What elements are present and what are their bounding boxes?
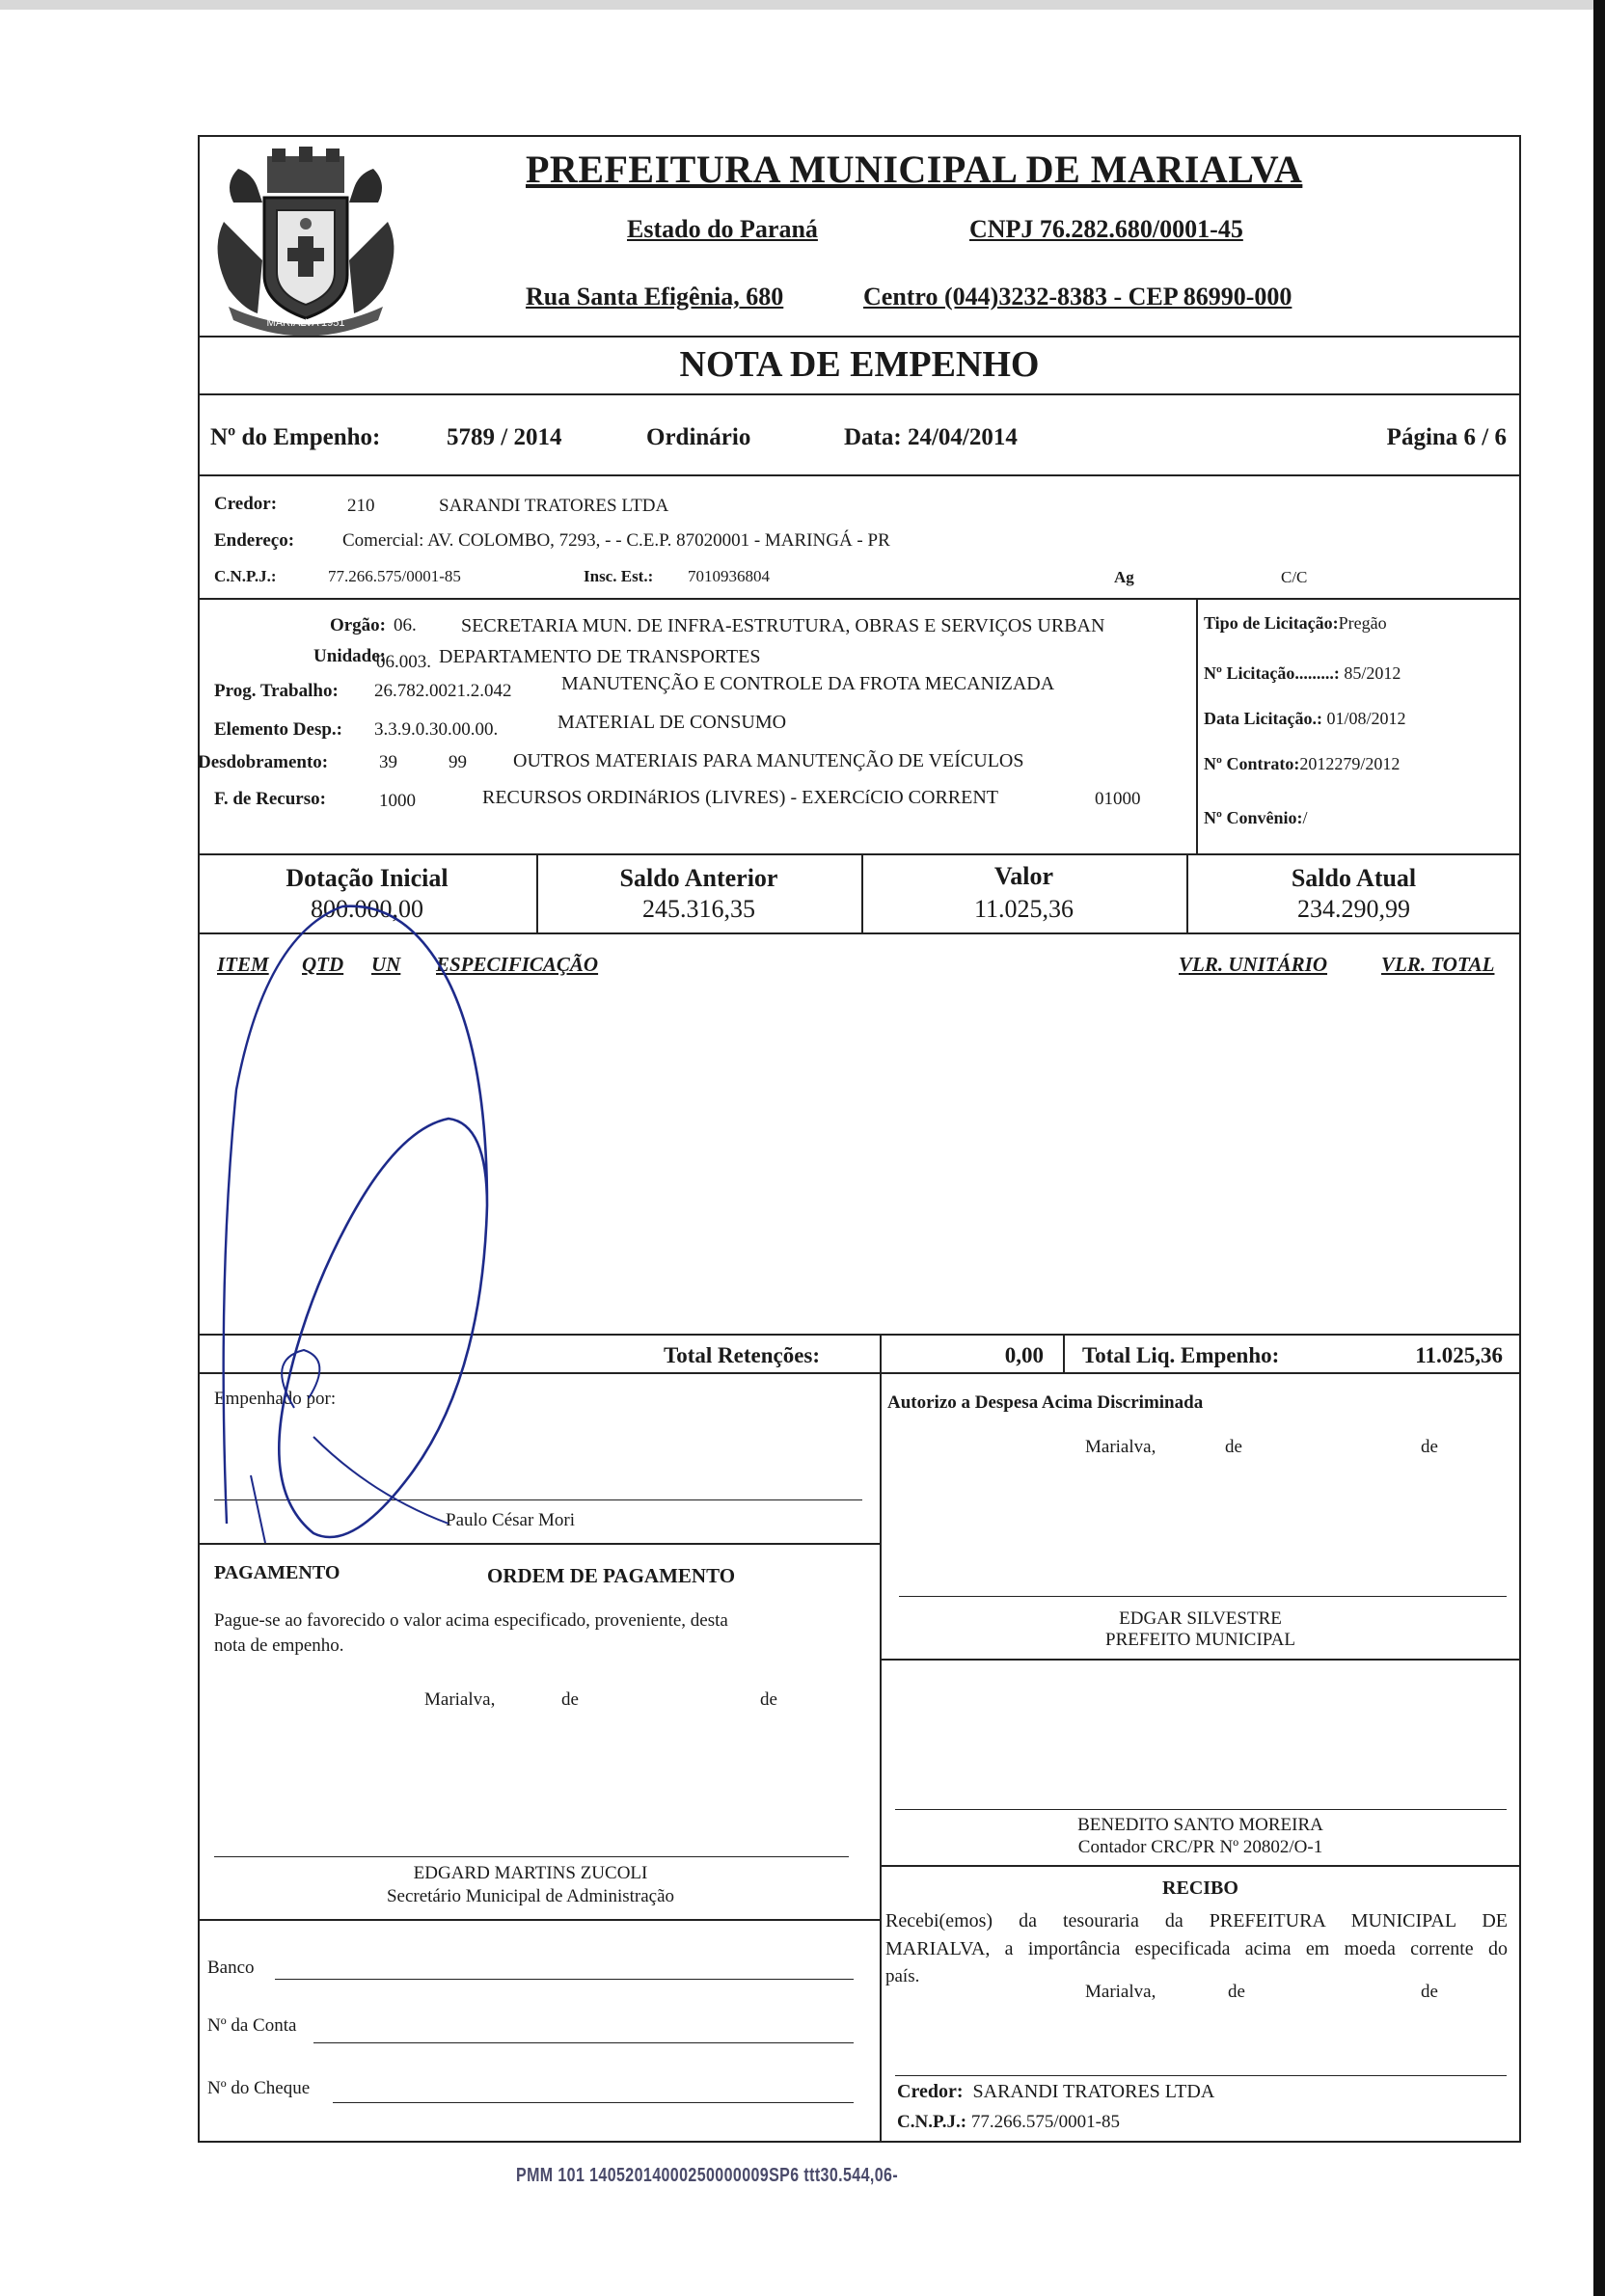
tipo-licitacao bbox=[1204, 613, 1387, 634]
total-retencoes-value: 0,00 bbox=[1004, 1343, 1044, 1367]
recibo-credor bbox=[897, 2081, 1214, 2103]
divider bbox=[880, 1372, 882, 2143]
orgao-label: Orgão: bbox=[329, 615, 386, 635]
divider bbox=[198, 336, 1521, 338]
numero-licitacao-value: 85/2012 bbox=[1344, 663, 1401, 683]
fonte-recurso-extra: 01000 bbox=[1095, 789, 1141, 809]
district-phone-cep: Centro (044)3232-8383 - CEP 86990-000 bbox=[863, 283, 1292, 311]
banco-line bbox=[275, 1979, 854, 1980]
empenho-type: Ordinário bbox=[646, 424, 751, 450]
prefeitura-title: PREFEITURA MUNICIPAL DE MARIALVA bbox=[526, 148, 1303, 191]
pagamento-label: PAGAMENTO bbox=[214, 1562, 340, 1583]
divider bbox=[880, 1865, 1521, 1867]
numero-convenio-label: Nº Convênio: bbox=[1204, 808, 1303, 827]
endereco-label: Endereço: bbox=[214, 530, 295, 551]
divider bbox=[198, 1919, 880, 1921]
street-address: Rua Santa Efigênia, 680 bbox=[526, 283, 784, 311]
contador-role: Contador CRC/PR Nº 20802/O-1 bbox=[1077, 1837, 1323, 1857]
divider bbox=[1063, 1334, 1065, 1372]
numero-contrato-label: Nº Contrato: bbox=[1204, 754, 1300, 773]
empenho-number: 5789 / 2014 bbox=[447, 424, 562, 450]
col-vlr-unitario: VLR. UNITÁRIO bbox=[1179, 953, 1328, 976]
divider bbox=[880, 1334, 882, 1372]
dotacao-inicial-value: 800.000,00 bbox=[311, 895, 423, 923]
prefeito-name: EDGAR SILVESTRE bbox=[1119, 1608, 1282, 1629]
elemento-desp-label: Elemento Desp.: bbox=[214, 719, 342, 740]
credor-cnpj: 77.266.575/0001-85 bbox=[328, 567, 461, 585]
tipo-licitacao-value: Pregão bbox=[1338, 613, 1387, 633]
recibo-signature-line bbox=[895, 2075, 1507, 2076]
secretario-signature-line bbox=[214, 1856, 849, 1857]
scan-right-edge bbox=[1593, 0, 1605, 2296]
secretario-name: EDGARD MARTINS ZUCOLI bbox=[413, 1863, 648, 1883]
credor-label: Credor: bbox=[214, 494, 278, 514]
scan-top-edge bbox=[0, 0, 1605, 10]
fonte-recurso-code: 1000 bbox=[379, 791, 416, 811]
page-number: Página 6 / 6 bbox=[1386, 424, 1507, 450]
numero-licitacao-label: Nº Licitação.........: bbox=[1204, 663, 1340, 683]
contador-signature-line bbox=[895, 1809, 1507, 1810]
prog-trabalho-name: MANUTENÇÃO E CONTROLE DA FROTA MECANIZADA bbox=[561, 673, 1055, 694]
saldo-atual-label: Saldo Atual bbox=[1291, 864, 1417, 892]
banco-label: Banco bbox=[207, 1958, 255, 1978]
autorizo-de-2: de bbox=[1421, 1437, 1438, 1457]
recibo-text-1: Recebi(emos) da tesouraria da PREFEITURA MUNICIPAL DE bbox=[885, 1910, 1508, 1931]
credor-code: 210 bbox=[347, 496, 375, 516]
numero-contrato-value: 2012279/2012 bbox=[1299, 754, 1401, 773]
recibo-de-2: de bbox=[1421, 1982, 1438, 2002]
pagamento-text-2: nota de empenho. bbox=[214, 1635, 344, 1656]
recibo-cnpj bbox=[897, 2112, 1120, 2133]
cheque-line bbox=[333, 2102, 854, 2103]
prefeito-signature-line bbox=[899, 1596, 1507, 1597]
autorizo-place: Marialva, bbox=[1085, 1437, 1156, 1457]
recibo-de-1: de bbox=[1228, 1982, 1245, 2002]
col-qtd: QTD bbox=[302, 953, 344, 976]
unidade-name: DEPARTAMENTO DE TRANSPORTES bbox=[439, 646, 761, 667]
cheque-label: Nº do Cheque bbox=[207, 2078, 311, 2098]
unidade-code: 06.003. bbox=[376, 652, 431, 672]
saldo-anterior-value: 245.316,35 bbox=[642, 895, 755, 923]
recibo-cnpj-value: 77.266.575/0001-85 bbox=[970, 2112, 1120, 2132]
credor-name: SARANDI TRATORES LTDA bbox=[439, 496, 669, 516]
recibo-text-2: MARIALVA, a importância especificada acima em moeda corrente do bbox=[885, 1938, 1508, 1959]
dotacao-inicial-label: Dotação Inicial bbox=[286, 864, 449, 892]
prefeito-role: PREFEITO MUNICIPAL bbox=[1105, 1630, 1295, 1650]
data-licitacao bbox=[1204, 709, 1405, 729]
divider bbox=[198, 853, 1521, 855]
document-title: NOTA DE EMPENHO bbox=[679, 344, 1040, 385]
total-retencoes-label: Total Retenções: bbox=[664, 1343, 821, 1367]
orgao-code: 06. bbox=[394, 615, 417, 635]
conta-label: Nº da Conta bbox=[207, 2015, 297, 2036]
recibo-cnpj-label: C.N.P.J.: bbox=[897, 2112, 967, 2132]
cnpj-label: CNPJ 76.282.680/0001-45 bbox=[969, 215, 1243, 243]
elemento-desp-code: 3.3.9.0.30.00.00. bbox=[374, 719, 499, 740]
numero-contrato bbox=[1204, 754, 1400, 774]
elemento-desp-name: MATERIAL DE CONSUMO bbox=[558, 712, 787, 733]
recibo-credor-value: SARANDI TRATORES LTDA bbox=[972, 2081, 1215, 2102]
numero-convenio bbox=[1204, 808, 1307, 828]
desdobramento-name: OUTROS MATERIAIS PARA MANUTENÇÃO DE VEÍCULOS bbox=[513, 750, 1024, 771]
numero-licitacao bbox=[1204, 663, 1401, 684]
desdobramento-code-1: 39 bbox=[379, 752, 397, 772]
unidade-label: Unidade: bbox=[313, 646, 386, 666]
valor-label: Valor bbox=[993, 862, 1054, 890]
svg-text:MARIALVA 1951: MARIALVA 1951 bbox=[266, 317, 345, 329]
contador-name: BENEDITO SANTO MOREIRA bbox=[1077, 1815, 1323, 1835]
fonte-recurso-label: F. de Recurso: bbox=[214, 789, 326, 809]
conta-line bbox=[313, 2042, 854, 2043]
autorizo-label: Autorizo a Despesa Acima Discriminada bbox=[887, 1392, 1204, 1413]
insc-est-value: 7010936804 bbox=[688, 567, 770, 585]
divider bbox=[1196, 598, 1198, 853]
divider bbox=[198, 393, 1521, 395]
recibo-title: RECIBO bbox=[1162, 1877, 1238, 1899]
cc-label: C/C bbox=[1281, 568, 1308, 586]
ordem-pagamento-title: ORDEM DE PAGAMENTO bbox=[487, 1564, 736, 1587]
credor-cnpj-label: C.N.P.J.: bbox=[214, 567, 277, 585]
numero-convenio-value: / bbox=[1302, 808, 1308, 827]
col-especificacao: ESPECIFICAÇÃO bbox=[436, 953, 599, 976]
valor-value: 11.025,36 bbox=[973, 895, 1075, 923]
recibo-place: Marialva, bbox=[1085, 1982, 1156, 2002]
recibo-text-3: país. bbox=[885, 1966, 920, 1986]
empenhado-por-label: Empenhado por: bbox=[214, 1389, 337, 1409]
saldo-anterior-label: Saldo Anterior bbox=[619, 864, 778, 892]
total-liq-label: Total Liq. Empenho: bbox=[1082, 1343, 1280, 1367]
prog-trabalho-label: Prog. Trabalho: bbox=[214, 681, 339, 701]
divider bbox=[880, 1659, 1521, 1661]
divider bbox=[198, 598, 1521, 600]
empenho-number-label: Nº do Empenho: bbox=[210, 424, 381, 450]
recibo-credor-label: Credor: bbox=[897, 2081, 964, 2102]
col-un: UN bbox=[371, 953, 401, 976]
orgao-name: SECRETARIA MUN. DE INFRA-ESTRUTURA, OBRAS E SERVIÇOS URBAN bbox=[461, 615, 1105, 636]
pagamento-text-1: Pague-se ao favorecido o valor acima especificado, proveniente, desta bbox=[214, 1610, 728, 1631]
total-liq-value: 11.025,36 bbox=[1415, 1343, 1503, 1367]
empenhado-signer: Paulo César Mori bbox=[446, 1510, 576, 1530]
pagamento-place: Marialva, bbox=[424, 1689, 496, 1710]
autorizo-de-1: de bbox=[1225, 1437, 1242, 1457]
insc-est-label: Insc. Est.: bbox=[584, 567, 654, 585]
pagamento-de-2: de bbox=[760, 1689, 777, 1710]
desdobramento-label: Desdobramento: bbox=[198, 752, 329, 772]
saldo-atual-value: 234.290,99 bbox=[1297, 895, 1410, 923]
municipal-coat-of-arms bbox=[204, 145, 407, 338]
footer-ocr-code: PMM 101 14052014000250000009SP6 ttt30.544,06- bbox=[516, 2165, 899, 2186]
divider bbox=[198, 474, 1521, 476]
pagamento-de-1: de bbox=[561, 1689, 579, 1710]
prog-trabalho-code: 26.782.0021.2.042 bbox=[374, 681, 512, 701]
empenho-date: Data: 24/04/2014 bbox=[844, 424, 1018, 450]
fonte-recurso-name: RECURSOS ORDINáRIOS (LIVRES) - EXERCíCIO CORRENT bbox=[482, 787, 999, 808]
data-licitacao-value: 01/08/2012 bbox=[1326, 709, 1406, 728]
col-vlr-total: VLR. TOTAL bbox=[1381, 953, 1495, 976]
endereco-value: Comercial: AV. COLOMBO, 7293, - - C.E.P. 87020001 - MARINGÁ - PR bbox=[342, 530, 890, 551]
handwritten-signature bbox=[207, 897, 661, 1572]
ag-label: Ag bbox=[1114, 568, 1134, 586]
data-licitacao-label: Data Licitação.: bbox=[1204, 709, 1322, 728]
col-item: ITEM bbox=[217, 953, 269, 976]
desdobramento-code-2: 99 bbox=[449, 752, 467, 772]
state-label: Estado do Paraná bbox=[627, 215, 818, 243]
secretario-role: Secretário Municipal de Administração bbox=[386, 1886, 675, 1906]
tipo-licitacao-label: Tipo de Licitação: bbox=[1204, 613, 1339, 633]
